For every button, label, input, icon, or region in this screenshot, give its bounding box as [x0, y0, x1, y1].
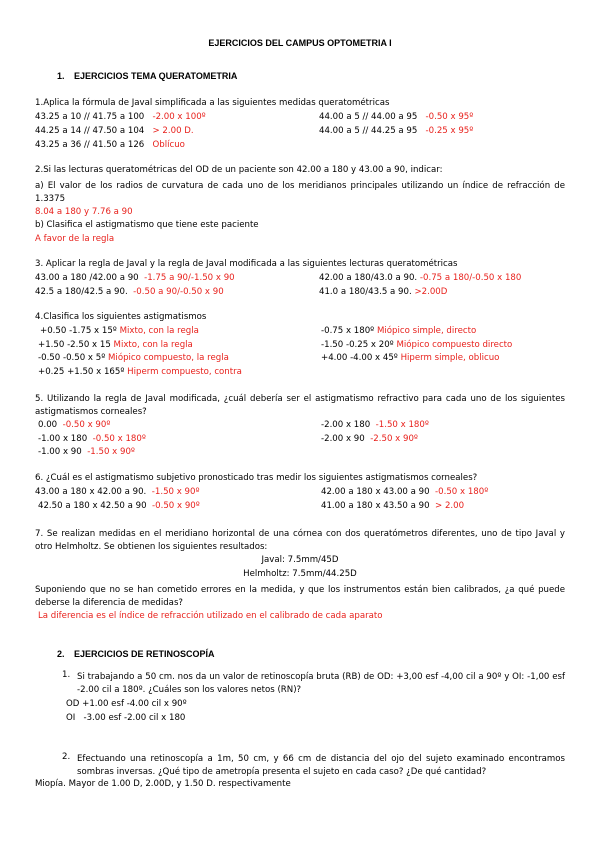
q3-item-answer: -0.50 a 90/-0.50 x 90	[133, 287, 224, 297]
section1-heading: EJERCICIOS TEMA QUERATOMETRIA	[74, 71, 238, 81]
q2-part-b: b) Clasifica el astigmatismo que tiene este paciente	[35, 220, 259, 230]
q1-item-question: 44.25 a 14 // 47.50 a 104	[35, 126, 145, 136]
q6-item-question: 43.00 a 180 x 42.00 a 90.	[35, 487, 147, 497]
q6-item-answer: -0.50 x 180º	[435, 487, 489, 497]
q4-item-answer: Hiperm simple, oblicuo	[400, 353, 500, 363]
q1-item	[35, 141, 185, 150]
q5-item-question: -1.00 x 90	[38, 447, 82, 457]
q4-item-question: -0.75 x 180º	[321, 326, 375, 336]
q5-item-question: -2.00 x 90	[321, 434, 365, 444]
q4-item	[40, 327, 199, 336]
q1-prompt: 1.Aplica la fórmula de Javal simplificada a las siguientes medidas queratométricas	[35, 98, 390, 108]
q1-item	[35, 113, 206, 122]
q3-item-question: 43.00 a 180 /42.00 a 90	[35, 273, 139, 283]
q3-item	[319, 274, 521, 283]
q4-item-question: -0.50 -0.50 x 5º	[38, 353, 106, 363]
q5-item	[38, 435, 146, 444]
q2-answer-b: A favor de la regla	[35, 234, 115, 244]
q5-item-answer: -0.50 x 180º	[92, 434, 146, 444]
retino-q2-prompt: Efectuando una retinoscopía a 1m, 50 cm, y 66 cm de distancia del ojo del sujeto examinado encontramos sombras inversas. ¿Qué tipo de ametropía presenta el sujeto en cada caso? ¿De qué cantidad?	[77, 754, 565, 777]
q5-item	[321, 421, 429, 430]
q4-item	[38, 368, 242, 377]
retino-q2-number: 2.	[62, 752, 71, 762]
q5-item-question: -1.00 x 180	[38, 434, 88, 444]
q2-prompt: 2.Si las lecturas queratométricas del OD de un paciente son 42.00 a 180 y 43.00 a 90, indicar:	[35, 165, 443, 175]
q1-item-question: 43.25 a 36 // 41.50 a 126	[35, 140, 145, 150]
q7-prompt: 7. Se realizan medidas en el meridiano horizontal de una córnea con dos queratómetros diferentes, uno de tipo Javal y otro Helmholtz. Se obtienen los siguientes resultados:	[35, 529, 565, 552]
q1-item-question: 44.00 a 5 // 44.25 a 95	[319, 126, 418, 136]
q1-item-answer: > 2.00 D.	[152, 126, 194, 136]
q1-item-question: 44.00 a 5 // 44.00 a 95	[319, 112, 418, 122]
q5-item-answer: -1.50 x 180º	[375, 420, 429, 430]
retino-q2-answer: Miopía. Mayor de 1.00 D, 2.00D, y 1.50 D. respectivamente	[35, 779, 291, 789]
q4-item-question: +1.50 -2.50 x 15	[38, 340, 111, 350]
q1-item-answer: -0.50 x 95º	[425, 112, 474, 122]
q5-item-question: -2.00 x 180	[321, 420, 371, 430]
q3-item	[319, 288, 447, 297]
q6-item-question: 42.00 a 180 x 43.00 a 90	[321, 487, 430, 497]
q7-javal-result: Javal: 7.5mm/45D	[261, 555, 339, 565]
section1-number: 1.	[57, 71, 65, 81]
q5-item-answer: -0.50 x 90º	[62, 420, 111, 430]
q5-item	[38, 448, 135, 457]
q4-item-question: +0.50 -1.75 x 15º	[40, 326, 117, 336]
q6-item	[321, 488, 488, 497]
q3-item-answer: -1.75 a 90/-1.50 x 90	[144, 273, 235, 283]
q4-item-answer: Miópico simple, directo	[376, 326, 477, 336]
q4-item-question: -1.50 -0.25 x 20º	[321, 340, 394, 350]
q3-item	[35, 274, 235, 283]
q3-item-answer: -0.75 a 180/-0.50 x 180	[419, 273, 522, 283]
q1-item-answer: -2.00 x 100º	[152, 112, 206, 122]
q5-prompt: 5. Utilizando la regla de Javal modificada, ¿cuál debería ser el astigmatismo refractivo para cada uno de los siguientes astigmatismos corneales?	[35, 394, 565, 417]
q6-item	[38, 502, 200, 511]
retino-q1-oi: OI -3.00 esf -2.00 cil x 180	[66, 713, 186, 723]
q1-item	[35, 127, 194, 136]
q6-item-answer: -0.50 x 90º	[152, 501, 200, 511]
retino-q1-prompt: Si trabajando a 50 cm. nos da un valor de retinoscopía bruta (RB) de OD: +3,00 esf -4,00 cil a 90º y OI: -1,00 esf -2.00 cil a 180º. ¿Cuáles son los valores netos (RN)?	[77, 672, 565, 695]
q4-item-answer: Mixto, con la regla	[119, 326, 199, 336]
q7-helmholtz-result: Helmholtz: 7.5mm/44.25D	[243, 569, 357, 579]
q4-item	[38, 354, 229, 363]
q6-item	[35, 488, 200, 497]
q7-followup: Suponiendo que no se han cometido errores en la medida, y que los instrumentos están bien calibrados, ¿a qué puede deberse la diferencia de medidas?	[35, 585, 565, 608]
q2-answer-a: 8.04 a 180 y 7.76 a 90	[35, 207, 133, 217]
q1-item-answer: Oblícuo	[152, 140, 185, 150]
q3-prompt: 3. Aplicar la regla de Javal y la regla de Javal modificada a las siguientes lecturas queratométricas	[35, 259, 458, 269]
q4-item	[321, 354, 499, 363]
q5-item-answer: -2.50 x 90º	[370, 434, 418, 444]
retino-q1-od: OD +1.00 esf -4.00 cil x 90º	[66, 699, 187, 709]
q4-item-answer: Mixto, con la regla	[113, 340, 193, 350]
q4-item-answer: Miópico compuesto directo	[396, 340, 513, 350]
q6-prompt: 6. ¿Cuál es el astigmatismo subjetivo pronosticado tras medir los siguientes astigmatismos corneales?	[35, 473, 478, 483]
q3-item	[35, 288, 224, 297]
retino-q1-number: 1.	[62, 670, 71, 680]
q3-item-answer: >2.00D	[414, 287, 448, 297]
q5-item-question: 0.00	[38, 420, 58, 430]
q1-item-answer: -0.25 x 95º	[425, 126, 474, 136]
q4-prompt: 4.Clasifica los siguientes astigmatismos	[35, 312, 207, 322]
q4-item	[38, 341, 193, 350]
q3-item-question: 41.0 a 180/43.5 a 90.	[319, 287, 412, 297]
q5-item-answer: -1.50 x 90º	[87, 447, 135, 457]
q6-item-question: 42.50 a 180 x 42.50 a 90	[38, 501, 147, 511]
q6-item	[321, 502, 464, 511]
q6-item-answer: -1.50 x 90º	[151, 487, 200, 497]
q1-item	[319, 127, 473, 136]
document-title: EJERCICIOS DEL CAMPUS OPTOMETRIA I	[208, 38, 392, 48]
q4-item-answer: Hiperm compuesto, contra	[127, 367, 242, 377]
q4-item-answer: Miópico compuesto, la regla	[108, 353, 229, 363]
q4-item	[321, 341, 512, 350]
q3-item-question: 42.5 a 180/42.5 a 90.	[35, 287, 128, 297]
q4-item-question: +0.25 +1.50 x 165º	[38, 367, 125, 377]
q2-part-a: a) El valor de los radios de curvatura de cada uno de los meridianos principales utilizando un índice de refracción de 1.3375	[35, 181, 565, 204]
q4-item-question: +4.00 -4.00 x 45º	[321, 353, 398, 363]
q1-item-question: 43.25 a 10 // 41.75 a 100	[35, 112, 145, 122]
q1-item	[319, 113, 473, 122]
section2-number: 2.	[57, 649, 65, 659]
q5-item	[38, 421, 110, 430]
q5-item	[321, 435, 418, 444]
q4-item	[321, 327, 476, 336]
q6-item-answer: > 2.00	[435, 501, 465, 511]
q3-item-question: 42.00 a 180/43.0 a 90.	[319, 273, 418, 283]
q6-item-question: 41.00 a 180 x 43.50 a 90	[321, 501, 430, 511]
section2-heading: EJERCICIOS DE RETINOSCOPÍA	[74, 649, 215, 659]
q7-answer: La diferencia es el índice de refracción utilizado en el calibrado de cada aparato	[38, 611, 383, 621]
